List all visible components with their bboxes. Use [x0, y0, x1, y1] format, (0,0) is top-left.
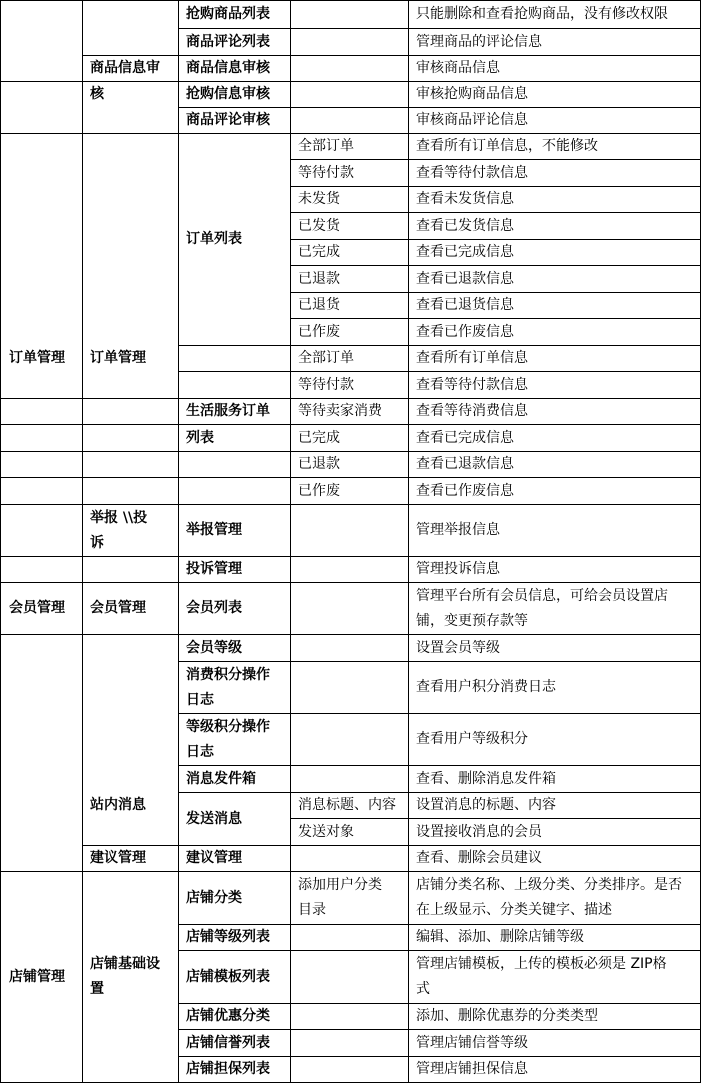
detail-label: 等待付款 [298, 376, 354, 393]
empty-cell [291, 1004, 409, 1030]
description-cell [409, 346, 701, 372]
description-line: 铺，变更预存款等 [416, 612, 528, 629]
empty-cell [291, 635, 409, 662]
description-cell [409, 425, 701, 452]
description-cell [409, 266, 701, 293]
empty-cell [1, 425, 83, 452]
function-cell [179, 557, 291, 583]
description-cell [409, 557, 701, 583]
description-cell [409, 213, 701, 240]
function-label-line: 等级积分操作 [186, 718, 270, 735]
function-label: 抢购信息审核 [186, 86, 270, 102]
empty-cell [291, 846, 409, 872]
function-label: 举报管理 [186, 522, 242, 538]
description-cell [409, 399, 701, 425]
description-line: 管理平台所有会员信息，可给会员设置店 [416, 587, 668, 604]
function-cell [179, 56, 291, 82]
description-cell [409, 1, 701, 29]
detail-label: 未发货 [298, 191, 340, 207]
function-cell [179, 108, 291, 134]
function-label-line: 消费积分操作 [186, 666, 270, 683]
description-text: 查看已作废信息 [416, 323, 514, 340]
empty-cell [83, 557, 179, 583]
description-text: 添加、删除优惠券的分类类型 [416, 1008, 598, 1024]
description-cell [409, 505, 701, 557]
detail-cell [291, 372, 409, 399]
empty-cell [83, 1, 179, 56]
submodule-label: 会员管理 [90, 600, 146, 616]
function-label: 列表 [186, 429, 214, 446]
description-cell [409, 108, 701, 134]
description-text: 审核商品评论信息 [416, 112, 528, 128]
description-cell [409, 635, 701, 662]
empty-cell [1, 452, 83, 478]
empty-cell [291, 1, 409, 29]
function-label: 会员等级 [186, 639, 242, 656]
description-cell [409, 1004, 701, 1030]
description-cell [409, 583, 701, 635]
detail-cell [291, 872, 409, 925]
empty-cell [1, 82, 83, 134]
submodule-label: 订单管理 [90, 350, 146, 366]
empty-cell [1, 505, 83, 557]
empty-cell [83, 478, 179, 505]
description-cell [409, 951, 701, 1004]
empty-cell [179, 478, 291, 505]
function-cell [179, 583, 291, 635]
empty-cell [291, 108, 409, 134]
function-cell [179, 1, 291, 29]
module-cell [1, 134, 83, 399]
function-cell [179, 635, 291, 662]
detail-label: 已发货 [298, 217, 340, 234]
empty-cell [83, 452, 179, 478]
description-text: 管理商品的评论信息 [416, 33, 542, 50]
function-label: 生活服务订单 [186, 403, 270, 419]
function-label: 店铺信誉列表 [186, 1034, 270, 1051]
detail-label: 全部订单 [298, 350, 354, 366]
function-cell [179, 925, 291, 951]
description-text: 设置会员等级 [416, 639, 500, 656]
detail-label: 发送对象 [298, 823, 354, 840]
function-label: 发送消息 [186, 810, 242, 827]
description-text: 查看已完成信息 [416, 244, 514, 260]
description-text: 查看等待付款信息 [416, 164, 528, 181]
detail-cell [291, 452, 409, 478]
description-cell [409, 1057, 701, 1083]
description-cell [409, 872, 701, 925]
submodule-cell [83, 56, 179, 82]
description-text: 查看已退货信息 [416, 297, 514, 313]
detail-label: 已作废 [298, 323, 340, 340]
detail-cell [291, 160, 409, 187]
empty-cell [291, 766, 409, 793]
function-cell [179, 82, 291, 108]
detail-label: 已退货 [298, 297, 340, 313]
description-line: 管理店铺模板，上传的模板必须是 ZIP格 [416, 956, 667, 972]
description-text: 查看已发货信息 [416, 217, 514, 234]
detail-cell [291, 293, 409, 319]
detail-label: 已完成 [298, 244, 340, 260]
description-text: 查看用户等级积分 [416, 731, 528, 747]
function-cell [179, 399, 291, 425]
function-cell [179, 1030, 291, 1057]
detail-cell [291, 319, 409, 346]
function-label-line: 日志 [186, 743, 214, 760]
detail-label: 已退款 [298, 456, 340, 472]
function-cell [179, 714, 291, 766]
empty-cell [291, 56, 409, 82]
description-text: 设置接收消息的会员 [416, 823, 542, 840]
description-text: 查看用户积分消费日志 [416, 679, 556, 695]
description-text: 管理举报信息 [416, 522, 500, 538]
function-cell [179, 29, 291, 56]
detail-label: 消息标题、内容 [298, 797, 396, 813]
description-text: 设置消息的标题、内容 [416, 797, 556, 813]
detail-cell [291, 346, 409, 372]
description-cell [409, 766, 701, 793]
function-label: 店铺模板列表 [186, 968, 270, 985]
function-label: 商品信息审核 [186, 60, 270, 76]
detail-label-line: 添加用户分类 [298, 877, 382, 893]
submodule-label-line: 店铺基础设 [90, 956, 160, 972]
submodule-cell [83, 505, 179, 557]
detail-cell [291, 478, 409, 505]
description-line: 在上级显示、分类关键字、描述 [416, 902, 612, 918]
detail-cell [291, 425, 409, 452]
empty-cell [179, 372, 291, 399]
function-label: 消息发件箱 [186, 770, 256, 787]
submodule-label-line: 置 [90, 981, 104, 997]
function-cell [179, 1057, 291, 1083]
description-text: 管理店铺信誉等级 [416, 1034, 528, 1051]
description-cell [409, 160, 701, 187]
submodule-label: 核 [90, 86, 104, 102]
detail-cell [291, 793, 409, 819]
module-cell [1, 583, 83, 635]
description-text: 查看等待消费信息 [416, 403, 528, 419]
function-label: 店铺等级列表 [186, 929, 270, 945]
function-cell [179, 846, 291, 872]
function-label-line: 日志 [186, 691, 214, 708]
detail-label: 全部订单 [298, 138, 354, 154]
function-cell [179, 951, 291, 1004]
empty-cell [291, 1030, 409, 1057]
description-cell [409, 293, 701, 319]
submodule-cell [83, 583, 179, 635]
empty-cell [179, 346, 291, 372]
empty-cell [1, 635, 83, 872]
description-line: 店铺分类名称、上级分类、分类排序。是否 [416, 877, 682, 893]
module-label: 会员管理 [9, 600, 65, 616]
module-cell [1, 872, 83, 1083]
description-text: 查看未发货信息 [416, 191, 514, 207]
empty-cell [291, 29, 409, 56]
description-cell [409, 134, 701, 160]
empty-cell [179, 452, 291, 478]
detail-label: 等待付款 [298, 164, 354, 181]
detail-label: 等待卖家消费 [298, 403, 382, 419]
detail-cell [291, 819, 409, 846]
description-cell [409, 56, 701, 82]
function-cell [179, 793, 291, 846]
detail-cell [291, 134, 409, 160]
function-label: 会员列表 [186, 600, 242, 616]
description-cell [409, 793, 701, 819]
description-text: 管理店铺担保信息 [416, 1061, 528, 1077]
submodule-label-line: 举报 \\投 [90, 509, 148, 526]
description-text: 管理投诉信息 [416, 561, 500, 577]
description-text: 查看、删除消息发件箱 [416, 770, 556, 787]
function-label: 订单列表 [186, 231, 242, 247]
description-text: 查看所有订单信息，不能修改 [416, 138, 598, 154]
description-text: 查看等待付款信息 [416, 376, 528, 393]
detail-cell [291, 213, 409, 240]
description-cell [409, 240, 701, 266]
empty-cell [291, 1057, 409, 1083]
function-cell [179, 425, 291, 452]
function-label: 店铺优惠分类 [186, 1008, 270, 1024]
function-label: 抢购商品列表 [186, 6, 270, 22]
function-label: 商品评论审核 [186, 112, 270, 128]
function-cell [179, 134, 291, 346]
function-label: 店铺分类 [186, 889, 242, 906]
description-cell [409, 372, 701, 399]
detail-label-line: 目录 [298, 902, 326, 918]
function-label: 商品评论列表 [186, 33, 270, 50]
detail-label: 已作废 [298, 482, 340, 499]
function-cell [179, 1004, 291, 1030]
empty-cell [291, 951, 409, 1004]
function-cell [179, 766, 291, 793]
empty-cell [291, 557, 409, 583]
empty-cell [1, 557, 83, 583]
description-line: 式 [416, 981, 430, 997]
function-cell [179, 505, 291, 557]
description-cell [409, 187, 701, 213]
empty-cell [291, 583, 409, 635]
description-cell [409, 662, 701, 714]
submodule-label: 商品信息审 [90, 60, 160, 76]
description-cell [409, 846, 701, 872]
description-text: 查看所有订单信息 [416, 350, 528, 366]
submodule-label: 建议管理 [90, 850, 146, 866]
function-label: 建议管理 [186, 850, 242, 866]
submodule-cell [83, 134, 179, 399]
submodule-cell [83, 872, 179, 1083]
detail-cell [291, 399, 409, 425]
description-text: 查看已作废信息 [416, 482, 514, 499]
detail-cell [291, 240, 409, 266]
description-text: 只能删除和查看抢购商品，没有修改权限 [416, 6, 668, 22]
empty-cell [291, 714, 409, 766]
submodule-cell [83, 82, 179, 134]
description-text: 查看已完成信息 [416, 429, 514, 446]
function-cell [179, 872, 291, 925]
empty-cell [1, 399, 83, 425]
description-cell [409, 714, 701, 766]
description-cell [409, 1030, 701, 1057]
description-cell [409, 925, 701, 951]
empty-cell [1, 1, 83, 82]
description-cell [409, 29, 701, 56]
description-cell [409, 82, 701, 108]
empty-cell [291, 662, 409, 714]
empty-cell [291, 925, 409, 951]
empty-cell [291, 505, 409, 557]
detail-label: 已退款 [298, 270, 340, 287]
empty-cell [83, 399, 179, 425]
function-label: 店铺担保列表 [186, 1061, 270, 1077]
description-text: 查看已退款信息 [416, 456, 514, 472]
description-cell [409, 452, 701, 478]
submodule-label: 站内消息 [90, 797, 146, 813]
detail-cell [291, 187, 409, 213]
description-cell [409, 319, 701, 346]
submodule-label-line: 诉 [90, 534, 104, 551]
empty-cell [291, 82, 409, 108]
description-text: 查看、删除会员建议 [416, 850, 542, 866]
submodule-cell [83, 635, 179, 846]
description-cell [409, 819, 701, 846]
description-text: 查看已退款信息 [416, 270, 514, 287]
submodule-cell [83, 846, 179, 872]
detail-label: 已完成 [298, 429, 340, 446]
description-text: 编辑、添加、删除店铺等级 [416, 929, 584, 945]
empty-cell [1, 478, 83, 505]
description-cell [409, 478, 701, 505]
description-text: 审核商品信息 [416, 60, 500, 76]
module-label: 订单管理 [9, 350, 65, 366]
empty-cell [83, 425, 179, 452]
description-text: 审核抢购商品信息 [416, 86, 528, 102]
function-cell [179, 662, 291, 714]
module-label: 店铺管理 [9, 968, 65, 985]
function-label: 投诉管理 [186, 561, 242, 577]
detail-cell [291, 266, 409, 293]
